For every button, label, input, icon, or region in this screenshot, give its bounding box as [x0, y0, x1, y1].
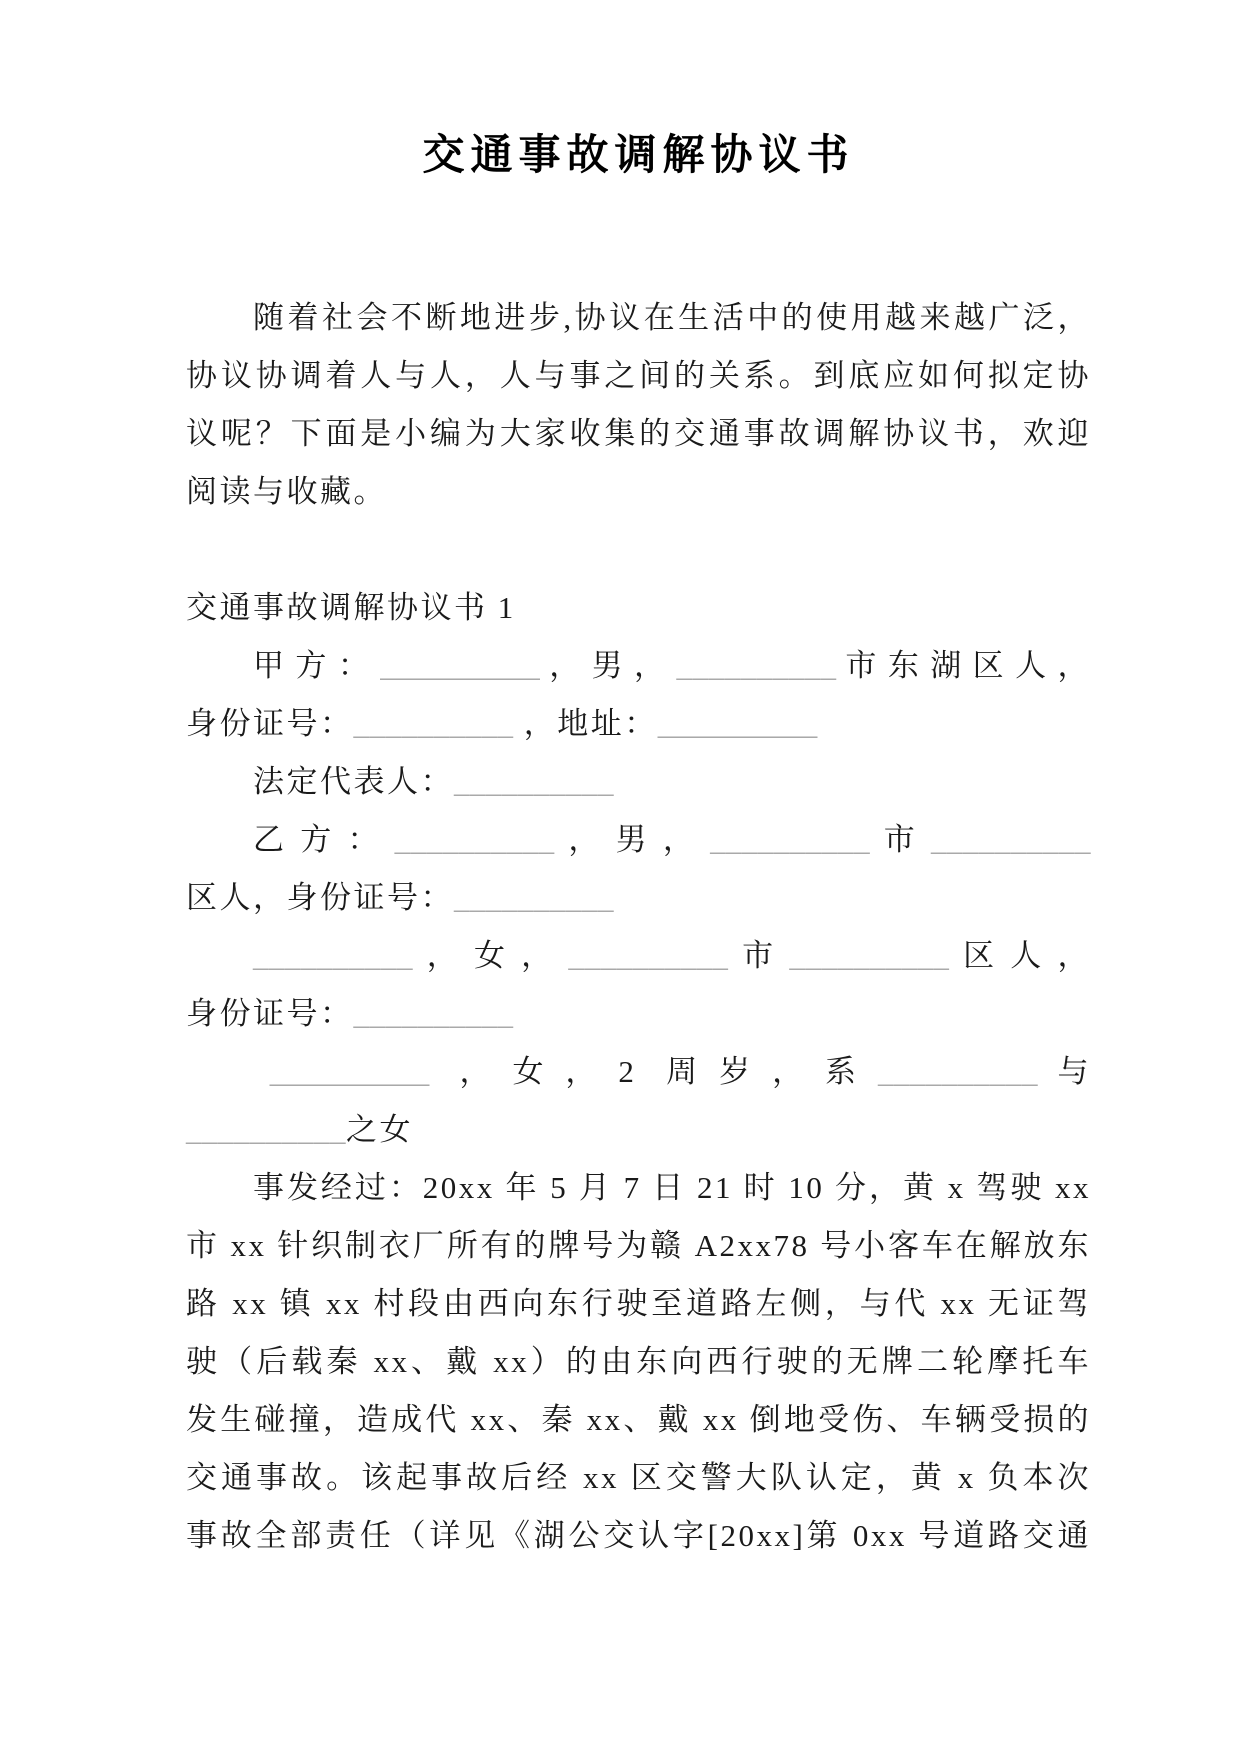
party-c-line-2: [186, 985, 1091, 1043]
text-segment: 区人，身份证号：: [186, 880, 454, 915]
text-segment: 与: [1038, 1054, 1092, 1089]
text-segment: 路 xx 镇 xx 村段由西向东行驶至道路左侧，与代 xx 无证驾: [186, 1286, 1091, 1321]
blank-field: __________: [657, 706, 818, 741]
document-body: [186, 289, 1091, 1565]
text-segment: ，男，: [540, 648, 677, 683]
section-heading: [186, 579, 1091, 637]
text-segment: 甲方：: [253, 648, 381, 683]
blank-field: __________: [710, 822, 871, 857]
text-segment: 阅读与收藏。: [186, 474, 387, 509]
party-c-line-1: [186, 927, 1091, 985]
text-segment: ，女，: [413, 938, 569, 973]
blank-field: __________: [454, 764, 614, 799]
text-segment: 乙方：: [253, 822, 395, 857]
blank-field: __________: [353, 706, 514, 741]
text-segment: 议呢？下面是小编为大家收集的交通事故调解协议书，欢迎: [186, 416, 1091, 451]
document-content: [0, 128, 1241, 1565]
legal-representative-line: [186, 753, 1091, 811]
intro-line-2: [186, 347, 1091, 405]
text-segment: 协议协调着人与人，人与事之间的关系。到底应如何拟定协: [186, 358, 1091, 393]
incident-line-6: [186, 1449, 1091, 1507]
blank-field: __________: [380, 648, 541, 683]
text-segment: 交通事故调解协议书 1: [186, 590, 516, 625]
text-segment: 发生碰撞，造成代 xx、秦 xx、戴 xx 倒地受伤、车辆受损的: [186, 1402, 1091, 1437]
text-segment: 事故全部责任（详见《湖公交认字[20xx]第 0xx 号道路交通: [186, 1518, 1091, 1553]
text-segment: 之女: [346, 1112, 413, 1147]
document-title: 交通事故调解协议书: [422, 133, 855, 179]
intro-line-3: [186, 405, 1091, 463]
blank-field: __________: [253, 938, 413, 973]
text-segment: 身份证号：: [186, 996, 354, 1031]
party-b-line-2: [186, 869, 1091, 927]
text-segment: ，男，: [554, 822, 711, 857]
text-segment: 交通事故。该起事故后经 xx 区交警大队认定，黄 x 负本次: [186, 1460, 1091, 1495]
text-segment: 驶（后载秦 xx、戴 xx）的由东向西行驶的无牌二轮摩托车: [186, 1344, 1091, 1379]
blank-field: __________: [394, 822, 555, 857]
blank-field: __________: [353, 996, 514, 1031]
party-a-line-1: [186, 637, 1091, 695]
incident-line-5: [186, 1391, 1091, 1449]
blank-field: __________: [269, 1054, 430, 1089]
incident-line-3: [186, 1275, 1091, 1333]
text-segment: 市: [728, 938, 790, 973]
intro-line-1: [186, 289, 1091, 347]
text-segment: 随着社会不断地进步,协议在生活中的使用越来越广泛，: [253, 300, 1091, 335]
party-d-line-1: [186, 1043, 1091, 1101]
blank-field: __________: [186, 1112, 346, 1147]
blank-field: __________: [454, 880, 614, 915]
incident-line-4: [186, 1333, 1091, 1391]
text-segment: 市东湖区人，: [836, 648, 1092, 683]
text-segment: 身份证号：: [186, 706, 354, 741]
incident-line-1: [186, 1159, 1091, 1217]
intro-line-4: [186, 463, 1091, 521]
blank-line: [186, 521, 1091, 579]
text-segment: 事发经过：20xx 年 5 月 7 日 21 时 10 分，黄 x 驾驶 xx: [253, 1170, 1091, 1205]
text-segment: 市: [870, 822, 932, 857]
blank-field: __________: [931, 822, 1092, 857]
blank-field: __________: [789, 938, 950, 973]
text-segment: ，女，2 周岁，系: [429, 1054, 879, 1089]
text-segment: 法定代表人：: [253, 764, 454, 799]
party-a-line-2: [186, 695, 1091, 753]
incident-line-7: [186, 1507, 1091, 1565]
text-segment: 市 xx 针织制衣厂所有的牌号为赣 A2xx78 号小客车在解放东: [186, 1228, 1091, 1263]
party-b-line-1: [186, 811, 1091, 869]
text-segment: 区人，: [949, 938, 1092, 973]
blank-field: __________: [676, 648, 837, 683]
blank-field: __________: [568, 938, 729, 973]
blank-field: __________: [878, 1054, 1039, 1089]
incident-line-2: [186, 1217, 1091, 1275]
party-d-line-2: [186, 1101, 1091, 1159]
text-segment: ，地址：: [513, 706, 658, 741]
